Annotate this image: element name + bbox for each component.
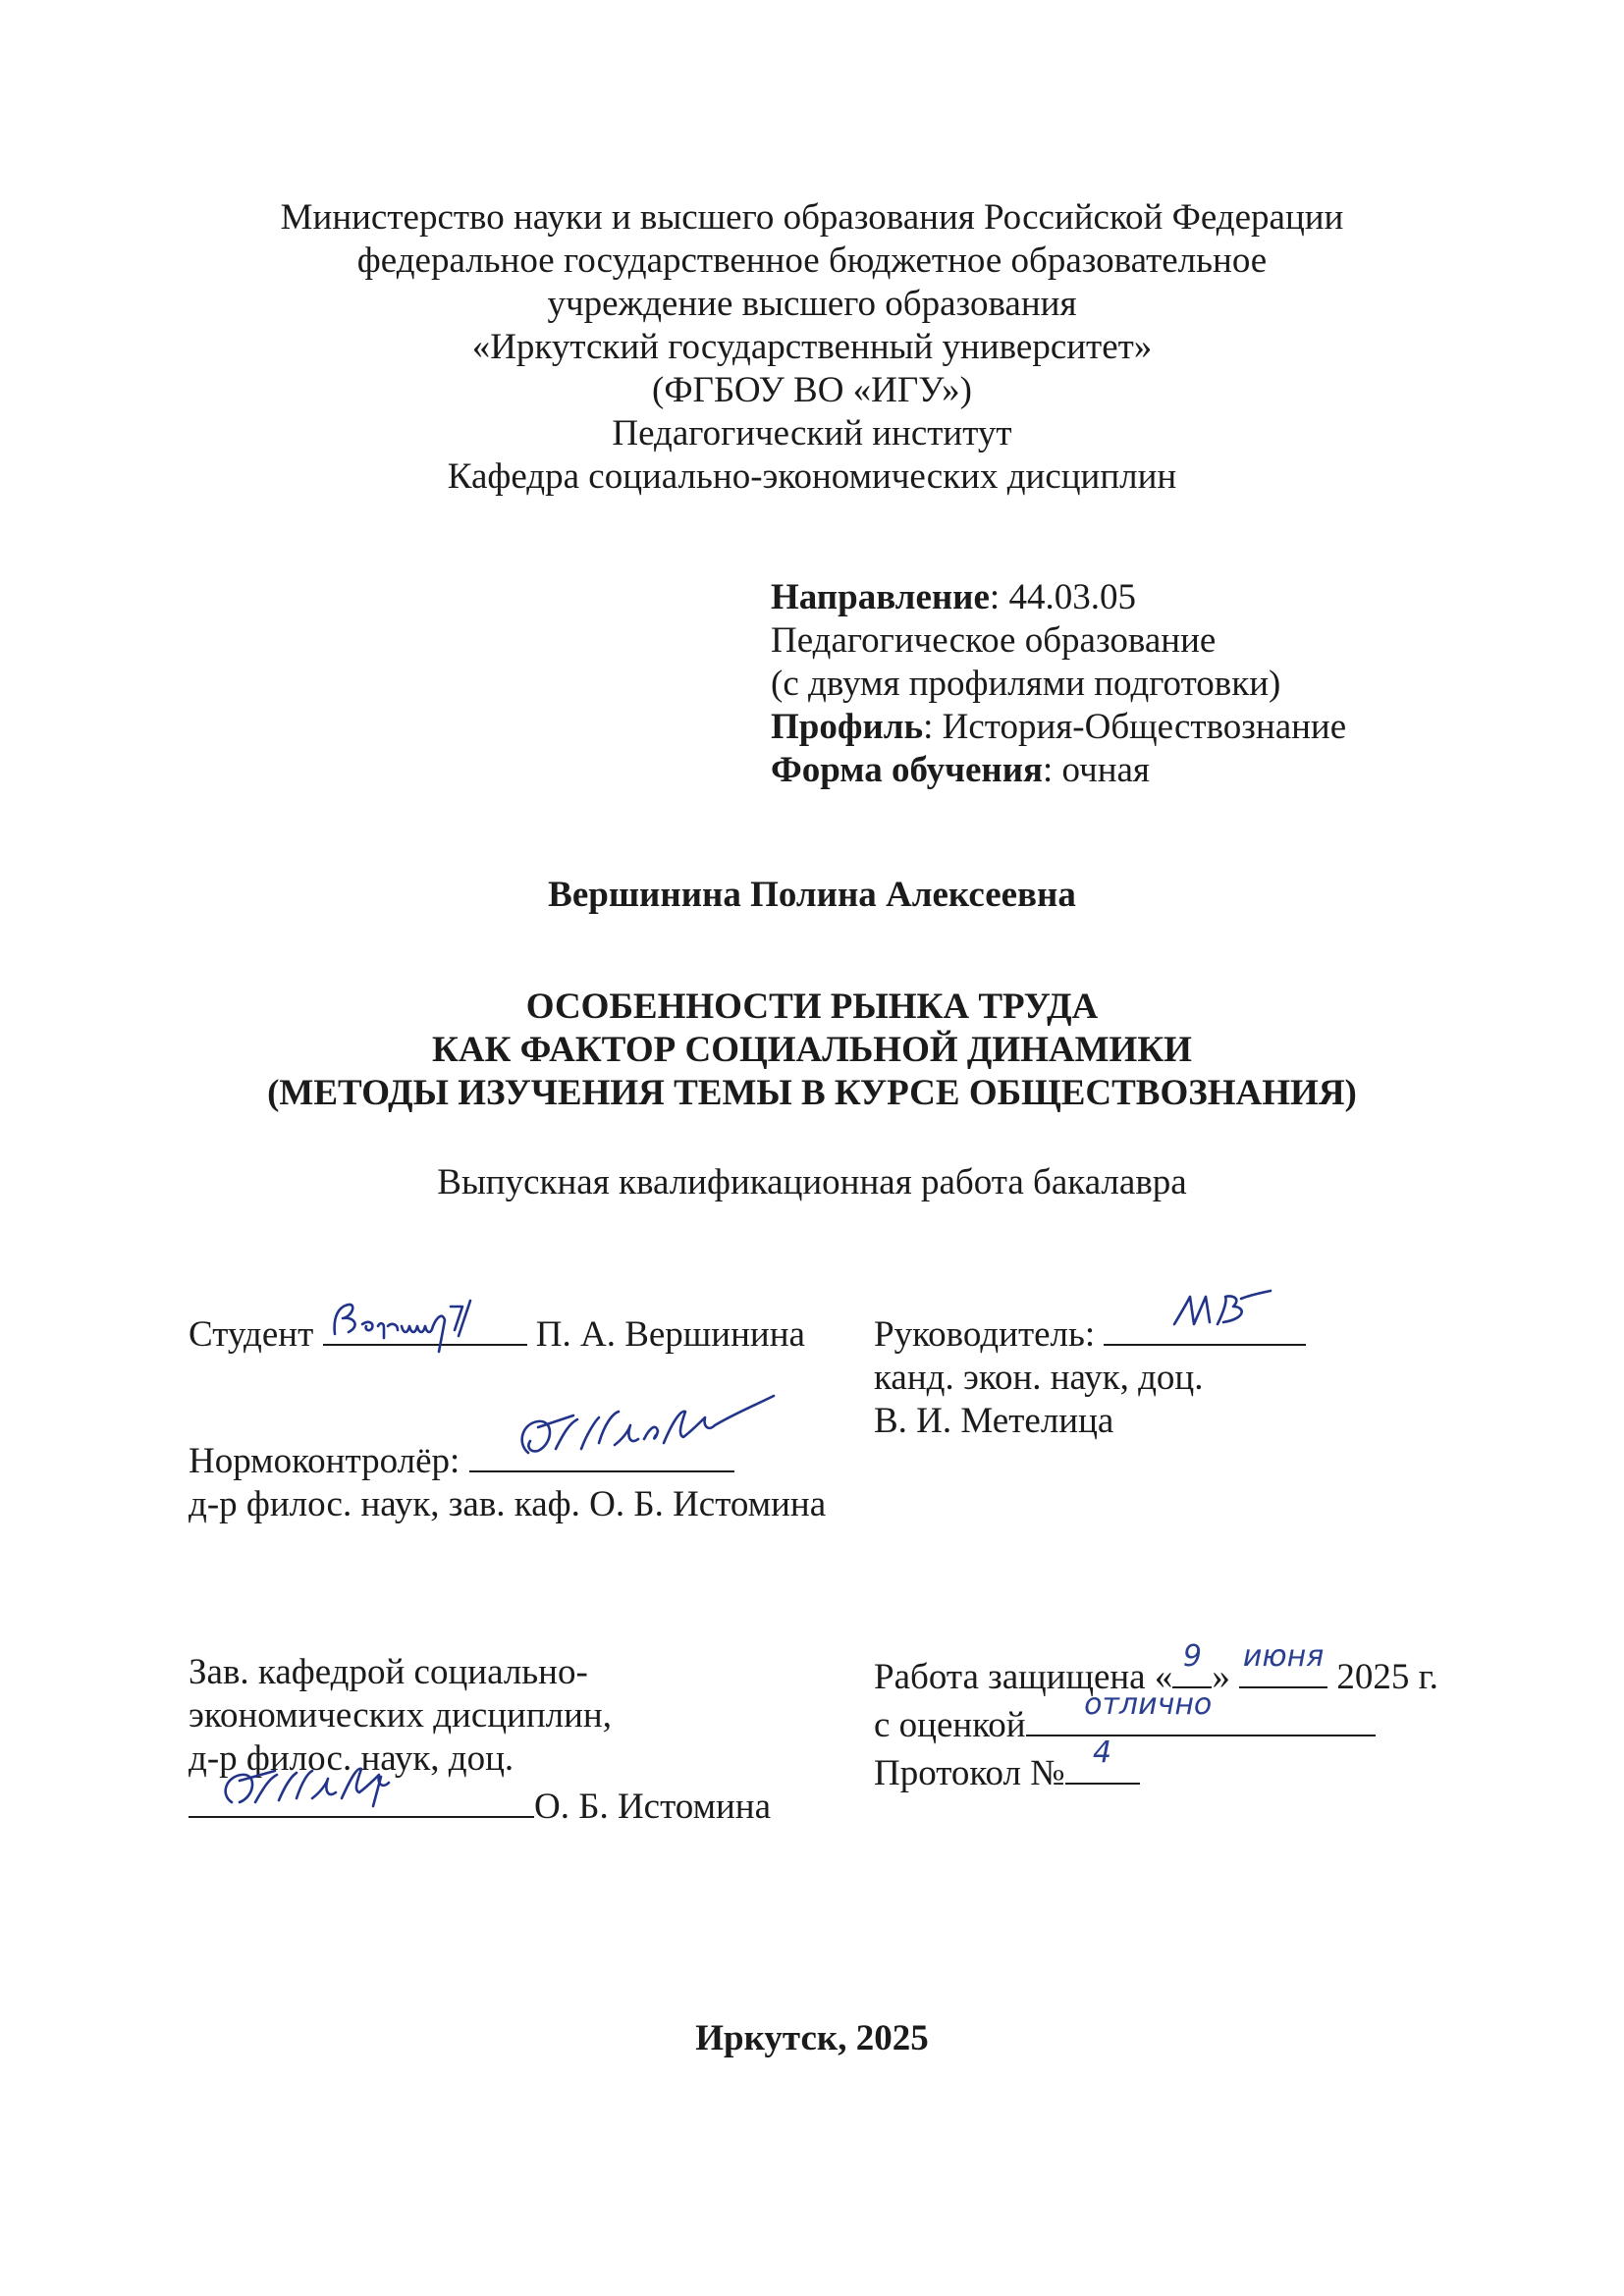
header-line-6: Педагогический институт	[612, 413, 1012, 454]
city-year: Иркутск, 2025	[695, 2018, 929, 2058]
protocol-line	[1065, 1735, 1140, 1785]
normcontrol-label: Нормоконтролёр:	[189, 1441, 460, 1481]
grade-label: с оценкой	[874, 1705, 1026, 1745]
normcontrol-block	[189, 1435, 826, 1526]
defense-day: 9	[1182, 1639, 1202, 1674]
grade-value: отлично	[1084, 1687, 1213, 1722]
student-label: Студент	[189, 1314, 314, 1355]
head-of-department-block	[189, 1651, 771, 1829]
work-type: Выпускная квалификационная работа бакалавра	[437, 1162, 1187, 1202]
direction-line-2: Педагогическое образование	[771, 620, 1217, 661]
supervisor-block	[874, 1308, 1306, 1443]
profile-value: : История-Обществознание	[923, 707, 1347, 747]
supervisor-signature-line	[1104, 1308, 1306, 1346]
profile-label: Профиль	[771, 707, 924, 747]
header-line-4: «Иркутский государственный университет»	[471, 327, 1153, 367]
defense-mid: »	[1212, 1657, 1230, 1697]
title-line-1: ОСОБЕННОСТИ РЫНКА ТРУДА	[525, 987, 1099, 1027]
program-info	[771, 576, 1576, 792]
header-line-3: учреждение высшего образования	[547, 284, 1077, 324]
defense-prefix: Работа защищена «	[874, 1657, 1173, 1697]
supervisor-name: В. И. Метелица	[874, 1401, 1114, 1441]
defense-month: июня	[1242, 1639, 1325, 1674]
normcontrol-signature-icon	[509, 1384, 833, 1472]
header-line-7: Кафедра социально-экономических дисциплин	[447, 456, 1177, 497]
student-signature-icon	[323, 1287, 527, 1356]
ministry-header	[0, 196, 1624, 499]
title-line-2: КАК ФАКТОР СОЦИАЛЬНОЙ ДИНАМИКИ	[432, 1030, 1192, 1070]
supervisor-signature-icon	[1104, 1279, 1306, 1348]
header-line-5: (ФГБОУ ВО «ИГУ»)	[652, 370, 972, 410]
direction-line-3: (с двумя профилями подготовки)	[771, 664, 1281, 704]
head-signature-icon	[189, 1737, 534, 1816]
form-value: : очная	[1043, 750, 1150, 790]
direction-label: Направление	[771, 577, 990, 617]
defense-block	[874, 1639, 1438, 1795]
supervisor-title: канд. экон. наук, доц.	[874, 1358, 1204, 1398]
defense-month-line	[1239, 1639, 1327, 1688]
head-line-1: Зав. кафедрой социально-	[189, 1652, 588, 1692]
defense-year: 2025 г.	[1336, 1657, 1438, 1697]
author-name: Вершинина Полина Алексеевна	[548, 875, 1076, 915]
direction-value: : 44.03.05	[989, 577, 1136, 617]
student-signature-block	[189, 1308, 805, 1357]
student-signature-line	[323, 1308, 527, 1346]
thesis-title	[0, 986, 1624, 1115]
head-line-3: д-р филос. наук, доц.	[189, 1738, 514, 1779]
student-name: П. А. Вершинина	[535, 1314, 805, 1355]
header-line-2: федеральное государственное бюджетное образовательное	[356, 240, 1268, 281]
header-line-1: Министерство науки и высшего образования Российской Федерации	[280, 197, 1344, 238]
head-signature-line	[189, 1781, 534, 1818]
head-line-2: экономических дисциплин,	[189, 1695, 612, 1735]
protocol-value: 4	[1093, 1735, 1112, 1770]
protocol-label: Протокол №	[874, 1753, 1065, 1793]
grade-line	[1026, 1687, 1376, 1736]
head-name: О. Б. Истомина	[534, 1787, 772, 1827]
form-label: Форма обучения	[771, 750, 1044, 790]
normcontrol-title-name: д-р филос. наук, зав. каф. О. Б. Истомина	[189, 1484, 827, 1524]
normcontrol-signature-line	[469, 1435, 734, 1472]
title-line-3: (МЕТОДЫ ИЗУЧЕНИЯ ТЕМЫ В КУРСЕ ОБЩЕСТВОЗНАНИЯ)	[267, 1073, 1357, 1113]
defense-day-line	[1172, 1639, 1212, 1688]
supervisor-label: Руководитель:	[874, 1314, 1096, 1355]
